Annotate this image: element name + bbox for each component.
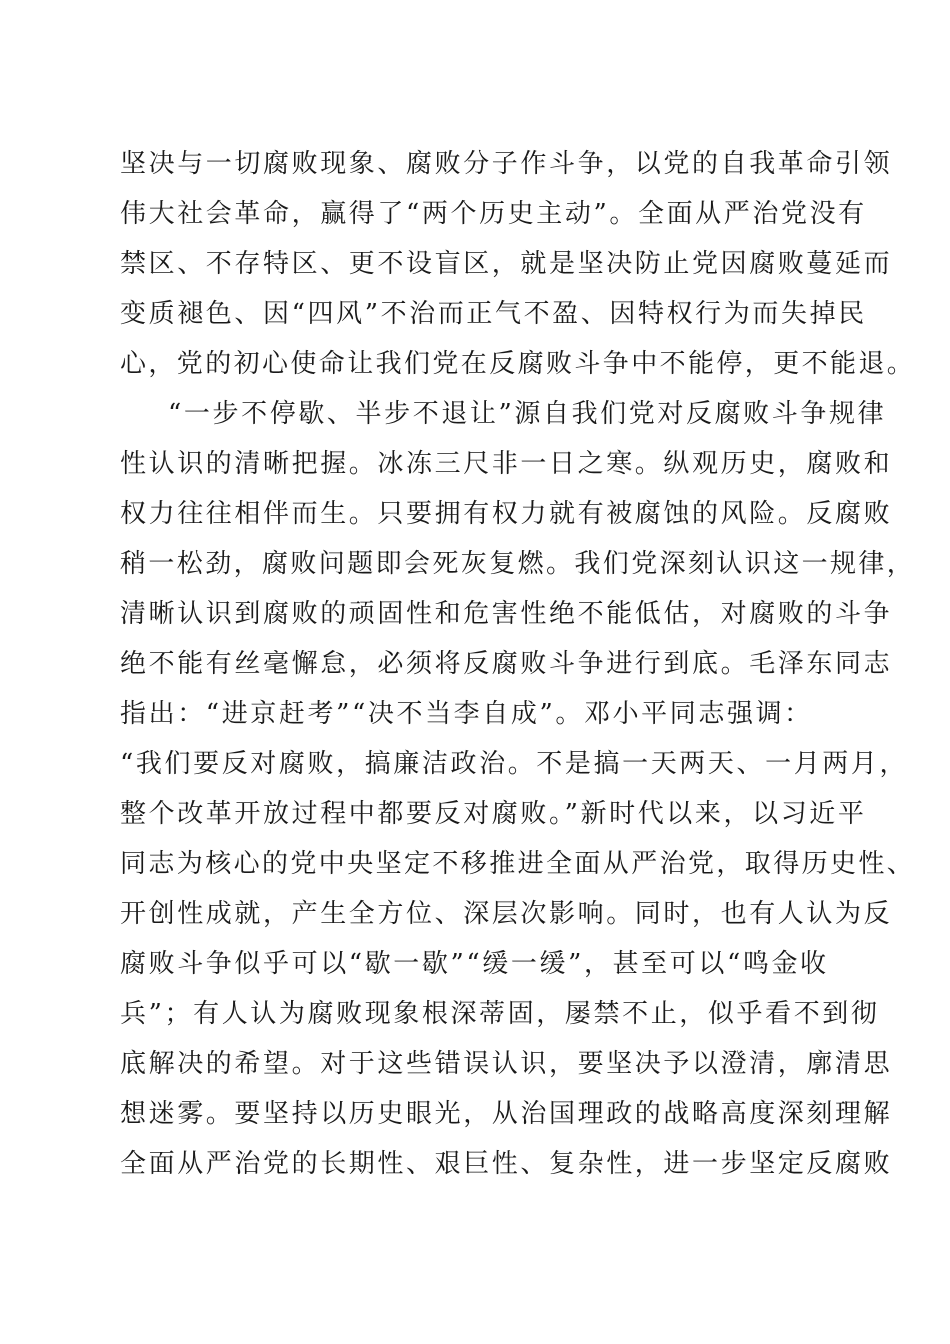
text-line: 变质褪色、因“四风”不治而正气不盈、因特权行为而失掉民	[120, 299, 867, 329]
text-line: 全面从严治党的长期性、艰巨性、复杂性，进一步坚定反腐败	[120, 1149, 893, 1179]
text-line: 绝不能有丝毫懈怠，必须将反腐败斗争进行到底。毛泽东同志	[120, 649, 893, 679]
text-line: 坚决与一切腐败现象、腐败分子作斗争，以党的自我革命引领	[120, 149, 893, 179]
text-line: 开创性成就，产生全方位、深层次影响。同时，也有人认为反	[120, 899, 893, 929]
text-line: 同志为核心的党中央坚定不移推进全面从严治党，取得历史性、	[120, 849, 916, 879]
text-line: 底解决的希望。对于这些错误认识，要坚决予以澄清，廓清思	[120, 1049, 893, 1079]
paragraph-first-line: “一步不停歇、半步不退让”源自我们党对反腐败斗争规律	[168, 399, 887, 429]
text-line: 心，党的初心使命让我们党在反腐败斗争中不能停，更不能退。	[120, 349, 916, 379]
text-line: 整个改革开放过程中都要反对腐败。”新时代以来，以习近平	[120, 799, 867, 829]
text-line: 想迷雾。要坚持以历史眼光，从治国理政的战略高度深刻理解	[120, 1099, 893, 1129]
text-line: 稍一松劲，腐败问题即会死灰复燃。我们党深刻认识这一规律，	[120, 549, 916, 579]
text-line: “我们要反对腐败，搞廉洁政治。不是搞一天两天、一月两月，	[120, 749, 909, 779]
text-line: 指出：“进京赶考”“决不当李自成”。邓小平同志强调：	[120, 699, 813, 729]
text-line: 腐败斗争似乎可以“歇一歇”“缓一缓”，甚至可以“鸣金收	[120, 949, 829, 979]
text-line: 伟大社会革命，赢得了“两个历史主动”。全面从严治党没有	[120, 199, 867, 229]
text-line: 性认识的清晰把握。冰冻三尺非一日之寒。纵观历史，腐败和	[120, 449, 893, 479]
text-line: 禁区、不存特区、更不设盲区，就是坚决防止党因腐败蔓延而	[120, 249, 893, 279]
text-line: 清晰认识到腐败的顽固性和危害性绝不能低估，对腐败的斗争	[120, 599, 893, 629]
text-line: 权力往往相伴而生。只要拥有权力就有被腐蚀的风险。反腐败	[120, 499, 893, 529]
text-line: 兵”；有人认为腐败现象根深蒂固，屡禁不止，似乎看不到彻	[120, 999, 880, 1029]
